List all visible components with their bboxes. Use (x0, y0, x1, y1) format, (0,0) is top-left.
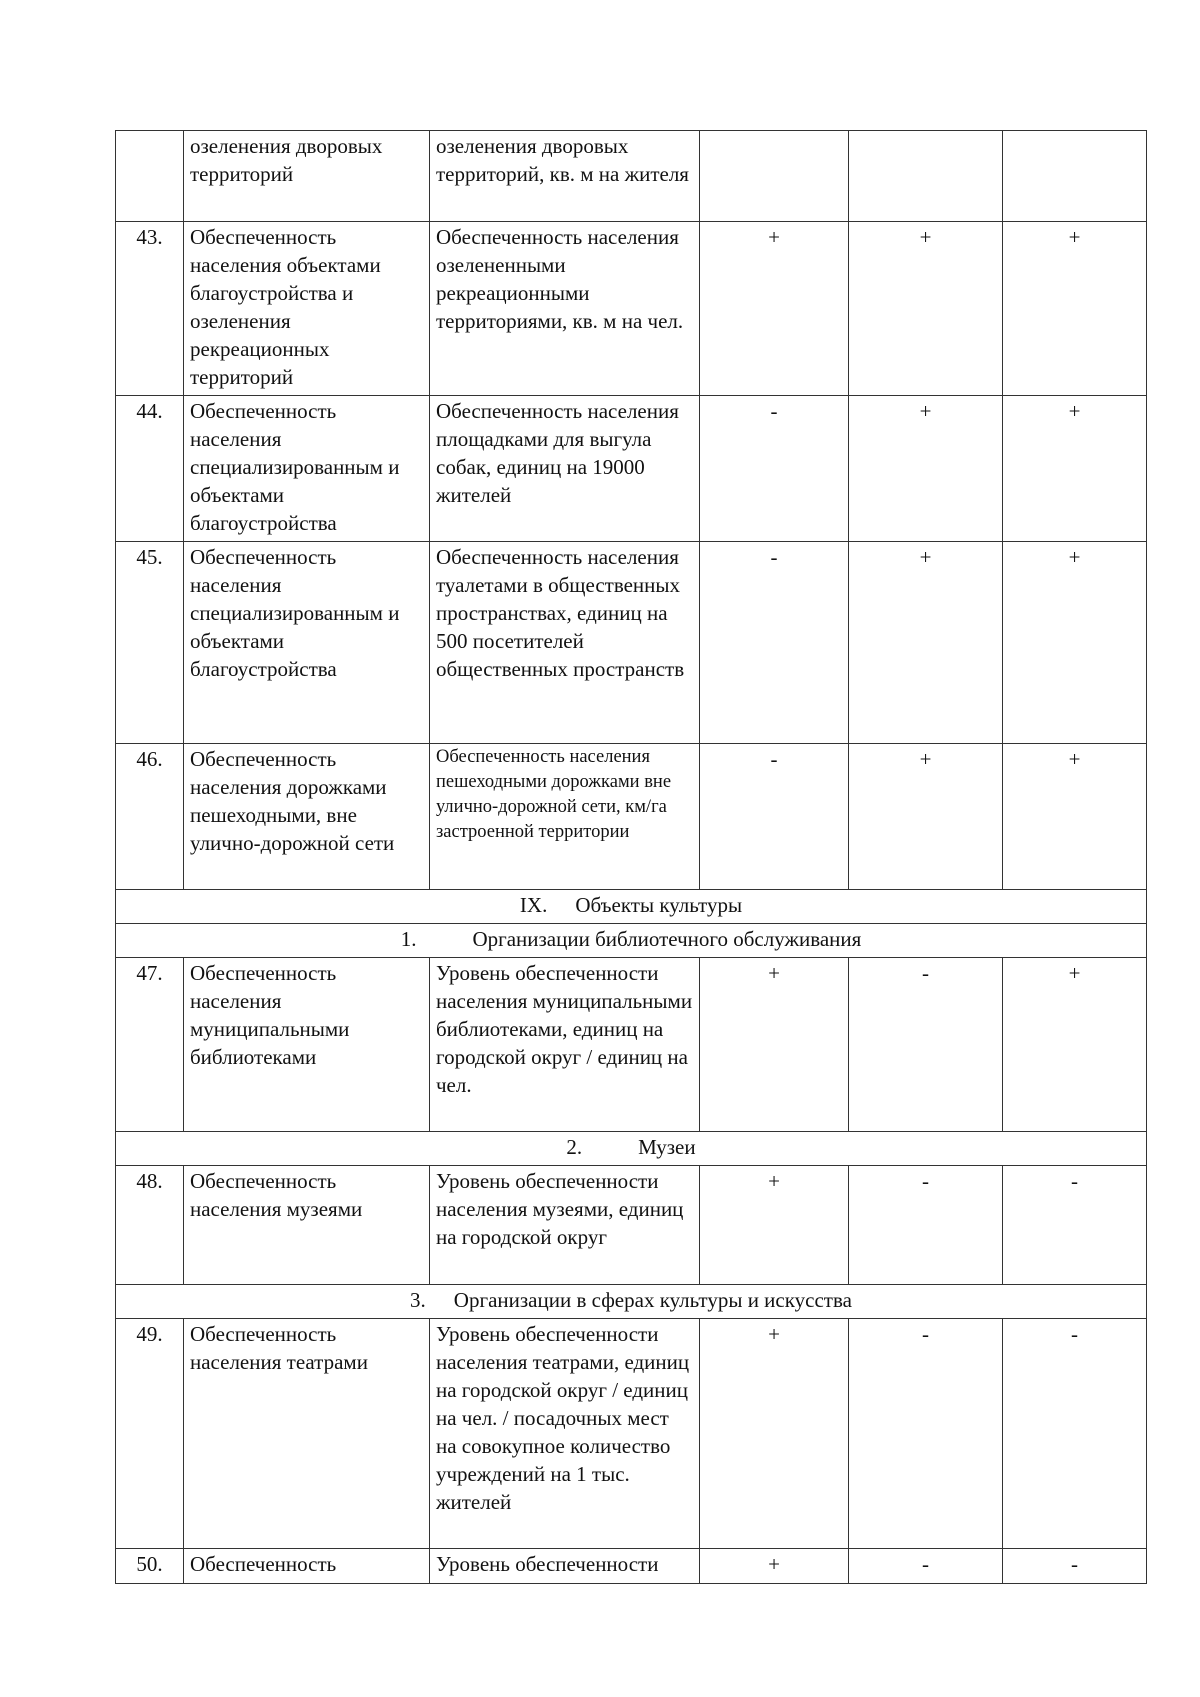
row-number: 44. (116, 396, 184, 542)
row-number (116, 131, 184, 222)
row-name: Обеспеченность населения дорожками пешеходными, вне улично-дорожной сети (184, 744, 430, 890)
row-mark-3: + (1003, 744, 1147, 890)
subsection-title: Организации в сферах культуры и искусства (453, 1288, 852, 1312)
subsection-number: 3. (410, 1288, 426, 1312)
row-name: Обеспеченность населения музеями (184, 1166, 430, 1285)
row-mark-3 (1003, 131, 1147, 222)
table-row (116, 744, 1147, 890)
subsection-title: Организации библиотечного обслуживания (472, 927, 862, 951)
row-name: Обеспеченность населения специализированным и объектами благоустройства (184, 396, 430, 542)
row-indicator: Уровень обеспеченности населения музеями, единиц на городской округ (430, 1166, 700, 1285)
row-mark-1: + (700, 958, 849, 1132)
table-row (116, 958, 1147, 1132)
row-mark-1: + (700, 1166, 849, 1285)
row-name: Обеспеченность населения специализированным и объектами благоустройства (184, 542, 430, 744)
row-mark-1: + (700, 1549, 849, 1584)
table-row (116, 396, 1147, 542)
row-indicator: Обеспеченность населения площадками для выгула собак, единиц на 19000 жителей (430, 396, 700, 542)
row-mark-2: + (849, 222, 1003, 396)
row-indicator: Уровень обеспеченности (430, 1549, 700, 1584)
row-mark-1 (700, 131, 849, 222)
row-mark-2: - (849, 958, 1003, 1132)
table-row (116, 1166, 1147, 1285)
row-mark-3: - (1003, 1319, 1147, 1549)
document-page (115, 130, 1147, 1584)
row-mark-3: + (1003, 542, 1147, 744)
table-row (116, 1549, 1147, 1584)
subsection-heading-1 (116, 924, 1147, 958)
row-indicator: Уровень обеспеченности населения театрами, единиц на городской округ / единиц на чел. / посадочных мест на совокупное количество учреждений на 1 тыс. жителей (430, 1319, 700, 1549)
subsection-number: 1. (400, 927, 417, 951)
table-row (116, 1319, 1147, 1549)
row-mark-3: + (1003, 958, 1147, 1132)
table-row (116, 222, 1147, 396)
row-number: 48. (116, 1166, 184, 1285)
subsection-number: 2. (566, 1135, 583, 1159)
row-mark-1: - (700, 744, 849, 890)
row-indicator: озеленения дворовых территорий, кв. м на жителя (430, 131, 700, 222)
indicators-table (115, 130, 1147, 1584)
subsection-title: Музеи (638, 1135, 696, 1159)
subsection-heading-2 (116, 1132, 1147, 1166)
subsection-heading-3 (116, 1285, 1147, 1319)
row-number: 43. (116, 222, 184, 396)
row-indicator: Обеспеченность населения туалетами в общественных пространствах, единиц на 500 посетителей общественных пространств (430, 542, 700, 744)
row-mark-2: - (849, 1166, 1003, 1285)
row-mark-2: + (849, 744, 1003, 890)
row-mark-3: - (1003, 1549, 1147, 1584)
row-indicator: Обеспеченность населения озелененными рекреационными территориями, кв. м на чел. (430, 222, 700, 396)
row-mark-1: + (700, 222, 849, 396)
row-mark-3: + (1003, 222, 1147, 396)
row-name: Обеспеченность населения объектами благоустройства и озеленения рекреационных территорий (184, 222, 430, 396)
row-mark-3: - (1003, 1166, 1147, 1285)
row-mark-1: - (700, 396, 849, 542)
row-name: Обеспеченность населения театрами (184, 1319, 430, 1549)
row-number: 49. (116, 1319, 184, 1549)
row-mark-2: + (849, 542, 1003, 744)
row-mark-2 (849, 131, 1003, 222)
row-mark-3: + (1003, 396, 1147, 542)
section-heading-ix (116, 890, 1147, 924)
row-mark-2: - (849, 1549, 1003, 1584)
row-number: 46. (116, 744, 184, 890)
row-indicator: Уровень обеспеченности населения муниципальными библиотеками, единиц на городской округ / единиц на чел. (430, 958, 700, 1132)
row-mark-1: - (700, 542, 849, 744)
row-mark-2: + (849, 396, 1003, 542)
table-row (116, 542, 1147, 744)
row-name: Обеспеченность (184, 1549, 430, 1584)
row-number: 47. (116, 958, 184, 1132)
table-row (116, 131, 1147, 222)
row-indicator: Обеспеченность населения пешеходными дорожками вне улично-дорожной сети, км/га застроенной территории (430, 744, 700, 890)
section-title: Объекты культуры (575, 893, 743, 917)
row-name: Обеспеченность населения муниципальными библиотеками (184, 958, 430, 1132)
row-number: 45. (116, 542, 184, 744)
section-number: IX. (519, 893, 548, 917)
row-mark-2: - (849, 1319, 1003, 1549)
row-number: 50. (116, 1549, 184, 1584)
row-mark-1: + (700, 1319, 849, 1549)
row-name: озеленения дворовых территорий (184, 131, 430, 222)
